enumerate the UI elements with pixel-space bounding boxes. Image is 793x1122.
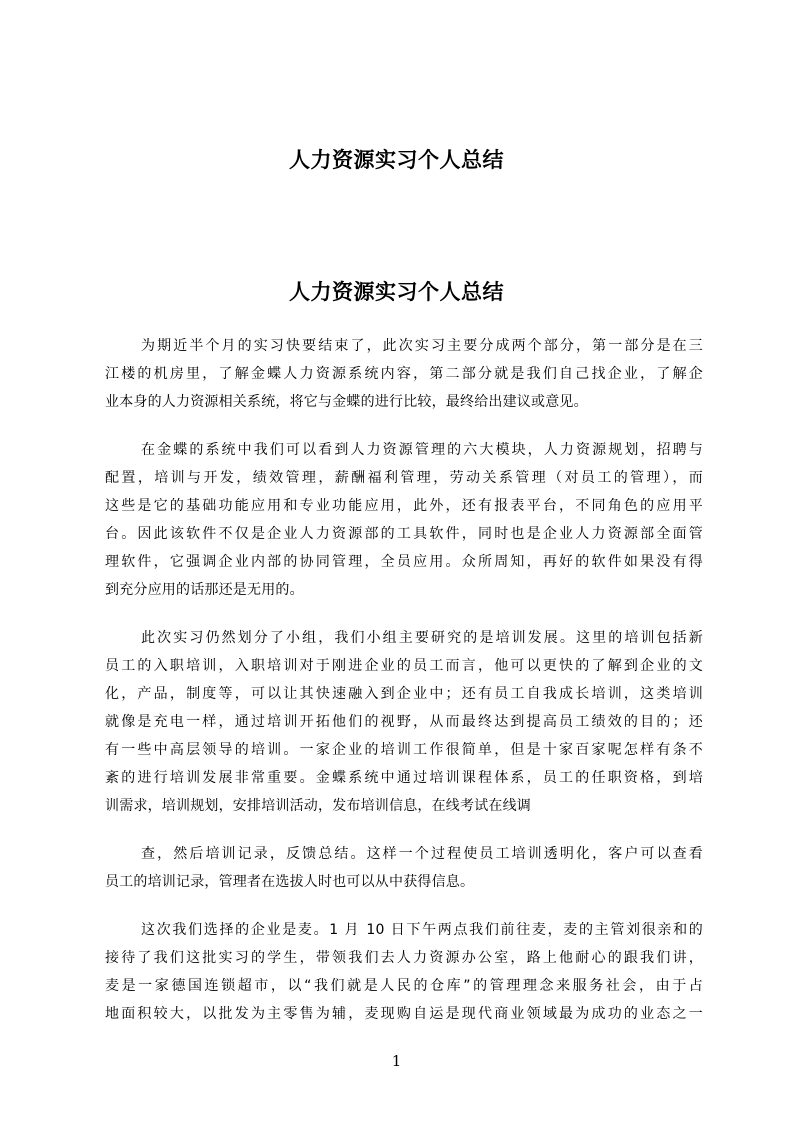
paragraph-line: 查，然后培训记录，反馈总结。这样一个过程使员工培训透明化，客户可以查看 xyxy=(141,846,703,862)
page-number: 1 xyxy=(391,1052,402,1070)
paragraph-line: 理软件，它强调企业内部的协同管理，全员应用。众所周知，再好的软件如果没有得 xyxy=(105,554,703,570)
paragraph-line: 台。因此该软件不仅是企业人力资源部的工具软件，同时也是企业人力资源部全面管 xyxy=(105,526,703,542)
paragraph-line: 就像是充电一样，通过培训开拓他们的视野，从而最终达到提高员工绩效的目的；还 xyxy=(105,714,703,730)
header-title: 人力资源实习个人总结 xyxy=(289,148,504,172)
paragraph-line: 配置，培训与开发，绩效管理，薪酬福利管理，劳动关系管理（对员工的管理），而 xyxy=(105,470,703,486)
paragraph-line: 江楼的机房里，了解金蝶人力资源系统内容，第二部分就是我们自己找企业，了解企 xyxy=(105,366,703,382)
paragraph-line: 有一些中高层领导的培训。一家企业的培训工作很简单，但是十家百家呢怎样有条不 xyxy=(105,742,703,758)
paragraph-line: 为期近半个月的实习快要结束了，此次实习主要分成两个部分，第一部分是在三 xyxy=(141,338,703,354)
paragraph-line: 地面积较大，以批发为主零售为辅，麦现购自运是现代商业领域最为成功的业态之一 xyxy=(105,1006,703,1022)
paragraph-4 xyxy=(105,840,703,896)
paragraph-3 xyxy=(105,624,703,820)
paragraph-line: 这次我们选择的企业是麦。1 月 10 日下午两点我们前往麦，麦的主管刘很亲和的 xyxy=(141,922,703,938)
paragraph-line: 业本身的人力资源相关系统，将它与金蝶的进行比较，最终给出建议或意见。 xyxy=(105,394,588,410)
paragraph-line: 这些是它的基础功能应用和专业功能应用，此外，还有报表平台，不同角色的应用平 xyxy=(105,498,703,514)
paragraph-line: 此次实习仍然划分了小组，我们小组主要研究的是培训发展。这里的培训包括新 xyxy=(141,630,703,646)
paragraph-line: 化，产品，制度等，可以让其快速融入到企业中；还有员工自我成长培训，这类培训 xyxy=(105,686,703,702)
paragraph-line: 在金蝶的系统中我们可以看到人力资源管理的六大模块，人力资源规划，招聘与 xyxy=(141,442,703,458)
document-title: 人力资源实习个人总结 xyxy=(289,280,504,304)
paragraph-line: 员工的入职培训，入职培训对于刚进企业的员工而言，他可以更快的了解到企业的文 xyxy=(105,658,703,674)
paragraph-line: 训需求，培训规划，安排培训活动，发布培训信息，在线考试在线调 xyxy=(105,798,531,814)
paragraph-2 xyxy=(105,436,703,604)
paragraph-5 xyxy=(105,916,703,1028)
paragraph-line: 接待了我们这批实习的学生，带领我们去人力资源办公室，路上他耐心的跟我们讲， xyxy=(105,950,703,966)
paragraph-line: 麦是一家德国连锁超市，以“我们就是人民的仓库”的管理理念来服务社会，由于占 xyxy=(105,978,703,994)
paragraph-1 xyxy=(105,332,703,416)
paragraph-line: 员工的培训记录，管理者在选拔人时也可以从中获得信息。 xyxy=(105,874,475,890)
paragraph-line: 紊的进行培训发展非常重要。金蝶系统中通过培训课程体系，员工的任职资格，到培 xyxy=(105,770,703,786)
paragraph-line: 到充分应用的话那还是无用的。 xyxy=(105,582,304,598)
